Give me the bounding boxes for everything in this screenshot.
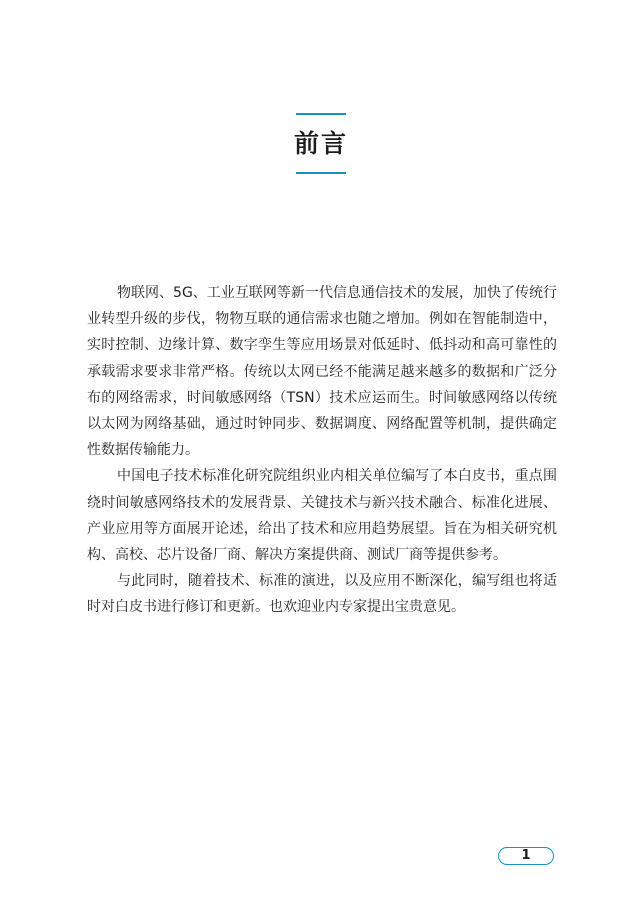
page-number-badge: 1 [498,847,554,865]
title-bottom-rule [296,172,346,174]
paragraph-revision: 与此同时，随着技术、标准的演进，以及应用不断深化，编写组也将适时对白皮书进行修订和更新。也欢迎业内专家提出宝贵意见。 [87,573,557,616]
page-title: 前言 [293,129,348,158]
title-top-rule [296,113,346,115]
paragraph-purpose: 中国电子技术标准化研究院组织业内相关单位编写了本白皮书，重点围绕时间敏感网络技术的发展背景、关键技术与新兴技术融合、标准化进展、产业应用等方面展开论述，给出了技术和应用趋势展望。旨在为相关研究机构、高校、芯片设备厂商、解决方案提供商、测试厂商等提供参考。 [87,468,557,564]
preface-body [87,280,557,621]
paragraph-background: 物联网、5G、工业互联网等新一代信息通信技术的发展，加快了传统行业转型升级的步伐，物物互联的通信需求也随之增加。例如在智能制造中，实时控制、边缘计算、数字孪生等应用场景对低延时、低抖动和高可靠性的承载需求要求非常严格。传统以太网已经不能满足越来越多的数据和广泛分布的网络需求，时间敏感网络（TSN）技术应运而生。时间敏感网络以传统以太网为网络基础，通过时钟同步、数据调度、网络配置等机制，提供确定性数据传输能力。 [87,285,557,459]
